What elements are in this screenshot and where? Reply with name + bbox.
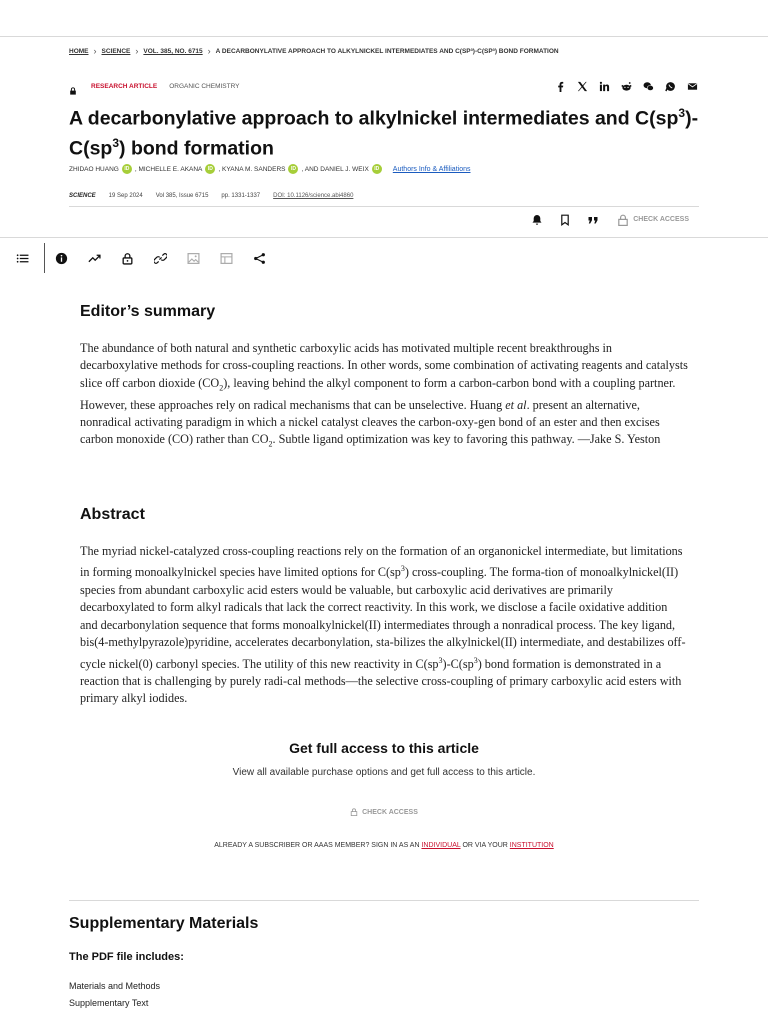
site-header (0, 0, 768, 37)
article-title (69, 101, 708, 160)
divider (69, 206, 699, 207)
article-type-label[interactable]: RESEARCH ARTICLE (91, 82, 158, 90)
supplementary-heading: Supplementary Materials (69, 915, 259, 932)
authors-affiliations-link[interactable]: Authors Info & Affiliations (392, 165, 471, 173)
orcid-icon[interactable]: ID (372, 164, 382, 174)
facebook-icon[interactable] (554, 80, 567, 92)
summary-text-part: ), leaving behind the alkyl component to form a carbon-carbon bond with a coupling partner. However, these approaches rely on radical mechanisms that can be unselective. Huang (80, 375, 676, 412)
chevron-right-icon: › (207, 46, 211, 56)
pdf-contents-list (69, 978, 160, 1012)
summary-text-part: . present an alternative, nonradical activating paradigm in which a nickel catalyst cleaves the carbon-oxy-gen bond of an ester and then excises carbon monoxide (CO) rather than CO (80, 397, 660, 447)
breadcrumb-current: A DECARBONYLATIVE APPROACH TO ALKYLNICKEL INTERMEDIATES AND C(SP³)-C(SP³) BOND FORMATION (215, 48, 559, 55)
summary-text-part: . Subtle ligand optimization was key to favoring this pathway. —Jake S. Yeston (272, 432, 661, 447)
list-icon[interactable] (0, 243, 44, 273)
info-icon[interactable] (45, 243, 78, 273)
link-icon[interactable] (144, 243, 177, 273)
abstract-heading: Abstract (80, 506, 145, 523)
lock-icon (617, 214, 629, 226)
email-icon[interactable] (686, 80, 699, 92)
share-icon[interactable] (243, 243, 276, 273)
subject-label[interactable]: ORGANIC CHEMISTRY (169, 82, 240, 90)
publication-info (69, 193, 353, 199)
orcid-icon[interactable]: ID (288, 164, 298, 174)
abstract-text-part: ) cross-coupling. The forma-tion of monoalkylnickel(II) species from abundant carboxylic acid esters would be valuable, but carboxylic acid derivatives are primarily decarboxylated to form alkyl radicals that lack the correct reactivity. In this work, we disclose a facile oxidative addition and decarbonylation sequence that forms monoalkylnickel(II) intermediates through a nonradical process. The key ligand, bis(4-methylpyrazole)pyridine, accelerates decarbonylation, sta-bilizes the alkylnickel(II) intermediate, and destabilizes off-cycle nickel(0) carbonyl species. The utility of this new reactivity in C(sp (80, 565, 686, 671)
x-icon[interactable] (576, 80, 589, 92)
image-icon[interactable] (177, 243, 210, 273)
author-name[interactable]: , AND DANIEL J. WEIX (301, 165, 369, 173)
check-access-main-button[interactable] (0, 808, 768, 816)
volume-issue[interactable]: Vol 385, Issue 6715 (155, 193, 209, 199)
share-icons (554, 80, 699, 92)
article-actions (530, 213, 689, 226)
author-name[interactable]: ZHIDAO HUANG (69, 165, 119, 173)
lock-icon (69, 82, 77, 90)
editors-summary-heading: Editor’s summary (80, 303, 216, 320)
title-sup: 3 (112, 135, 120, 150)
chevron-right-icon: › (93, 46, 97, 56)
abstract-superscript: 3 (473, 655, 478, 665)
individual-signin-link[interactable]: INDIVIDUAL (421, 842, 461, 849)
title-sup: 3 (678, 106, 686, 120)
author-list (69, 164, 708, 174)
wechat-icon[interactable] (642, 80, 655, 92)
summary-text-part: The abundance of both natural and synthetic carboxylic acids has motivated multiple recent breakthroughs in decarboxylative methods for cross-coupling reactions. In other words, some combination of activating reagents and catalysts slice off carbon dioxide (CO (80, 341, 688, 390)
summary-subscript: 2 (219, 383, 224, 393)
title-text: )-C(sp (69, 107, 699, 159)
author-name[interactable]: , KYANA M. SANDERS (218, 165, 286, 173)
divider (0, 237, 768, 238)
bookmark-icon[interactable] (558, 213, 571, 226)
abstract-text (80, 543, 688, 708)
check-access-label: CHECK ACCESS (362, 808, 418, 816)
trending-icon[interactable] (78, 243, 111, 273)
subscriber-text: ALREADY A SUBSCRIBER OR AAAS MEMBER? SIGN IN AS AN (214, 842, 422, 849)
doi-link[interactable]: DOI: 10.1126/science.abi4860 (273, 193, 354, 199)
list-item: Materials and Methods (69, 981, 161, 991)
pdf-includes-heading: The PDF file includes: (69, 951, 184, 963)
author-name[interactable]: , MICHELLE E. AKANA (134, 165, 203, 173)
abstract-superscript: 3 (400, 564, 405, 574)
bell-icon[interactable] (530, 213, 543, 226)
breadcrumb-science[interactable]: SCIENCE (101, 48, 131, 55)
title-text: A decarbonylative approach to alkylnickel intermediates and C(sp (69, 107, 679, 130)
article-meta-row (69, 80, 699, 92)
subscriber-text: OR VIA YOUR (460, 842, 510, 849)
breadcrumb-volume[interactable]: VOL. 385, NO. 6715 (143, 48, 203, 55)
abstract-text-part: )-C(sp (442, 656, 474, 671)
check-access-label: CHECK ACCESS (633, 216, 689, 223)
abstract-superscript: 3 (438, 655, 443, 665)
lock-icon[interactable] (111, 243, 144, 273)
page-range: pp. 1331-1337 (221, 193, 261, 199)
list-item: Supplementary Text (69, 998, 149, 1008)
subscriber-signin (0, 842, 768, 849)
table-icon[interactable] (210, 243, 243, 273)
institution-signin-link[interactable]: INSTITUTION (509, 842, 554, 849)
summary-emphasis: et al (505, 397, 527, 412)
summary-subscript: 2 (268, 439, 273, 449)
chevron-right-icon: › (135, 46, 139, 56)
orcid-icon[interactable]: ID (122, 164, 132, 174)
publication-date: 19 Sep 2024 (108, 193, 143, 199)
abstract-text-part: ) bond formation is demonstrated in a reaction that is challenging by purely radi-cal methods—the selective cross-coupling of primary carboxylic acid esters with primary alkyl iodides. (80, 656, 682, 706)
linkedin-icon[interactable] (598, 80, 611, 92)
quote-icon[interactable] (586, 213, 599, 226)
breadcrumb (69, 47, 748, 56)
full-access-subtext: View all available purchase options and get full access to this article. (232, 767, 536, 778)
breadcrumb-home[interactable]: HOME (69, 48, 89, 55)
full-access-heading: Get full access to this article (289, 740, 479, 756)
journal-name[interactable]: SCIENCE (69, 193, 96, 199)
editors-summary-text (80, 340, 688, 453)
check-access-button[interactable] (617, 214, 689, 226)
divider (69, 900, 699, 901)
reddit-icon[interactable] (620, 80, 633, 92)
title-text: ) bond formation (119, 137, 274, 159)
abstract-text-part: The myriad nickel-catalyzed cross-coupling reactions rely on the formation of an organonickel intermediate, but limitations in forming monoalkylnickel species have limited options for C(sp (80, 544, 683, 580)
whatsapp-icon[interactable] (664, 80, 677, 92)
lock-icon (350, 808, 358, 816)
orcid-icon[interactable]: ID (205, 164, 215, 174)
article-toolbar (0, 243, 276, 273)
